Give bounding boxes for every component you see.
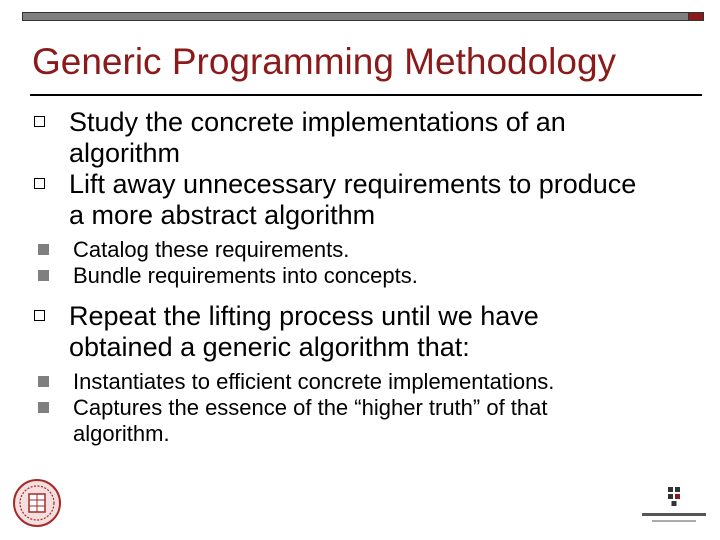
sub-bullet-list: [32, 369, 712, 447]
slide-title: Generic Programming Methodology: [32, 41, 617, 82]
filled-square-bullet-icon: [38, 376, 49, 387]
bullet-item: [32, 301, 712, 363]
sub-bullet-item: [32, 263, 712, 289]
bullet-item: [32, 107, 712, 169]
bullet-text-line: algorithm: [69, 138, 181, 168]
filled-square-bullet-icon: [38, 244, 49, 255]
top-bar: [22, 12, 704, 21]
filled-square-bullet-icon: [38, 402, 49, 413]
sub-bullet-item: [32, 237, 712, 263]
sub-bullet-text-line: Catalog these requirements.: [73, 237, 350, 262]
sub-bullet-text-line: Bundle requirements into concepts.: [73, 263, 418, 288]
hollow-square-bullet-icon: [34, 310, 45, 321]
sub-bullet-item: [32, 395, 712, 447]
sub-bullet-text-line: algorithm.: [73, 421, 170, 446]
sub-bullet-text-line: Instantiates to efficient concrete implementations.: [73, 369, 555, 394]
bullet-item: [32, 169, 712, 231]
top-bar-accent: [688, 12, 704, 21]
sub-bullet-list: [32, 237, 712, 289]
university-seal-icon: [12, 478, 62, 528]
bullet-text-line: Repeat the lifting process until we have: [69, 301, 539, 331]
sub-bullet-item: [32, 369, 712, 395]
sub-bullet-text-line: Captures the essence of the “higher truth” of that: [73, 395, 548, 420]
bullet-list: [32, 107, 712, 459]
hollow-square-bullet-icon: [34, 116, 45, 127]
bullet-text-line: a more abstract algorithm: [69, 200, 376, 230]
rensselaer-logo-icon: [640, 485, 708, 527]
title-divider: [30, 94, 702, 96]
bullet-text-line: Lift away unnecessary requirements to produce: [69, 169, 637, 199]
bullet-text-line: Study the concrete implementations of an: [69, 107, 566, 137]
hollow-square-bullet-icon: [34, 178, 45, 189]
filled-square-bullet-icon: [38, 270, 49, 281]
bullet-text-line: obtained a generic algorithm that:: [69, 332, 470, 362]
